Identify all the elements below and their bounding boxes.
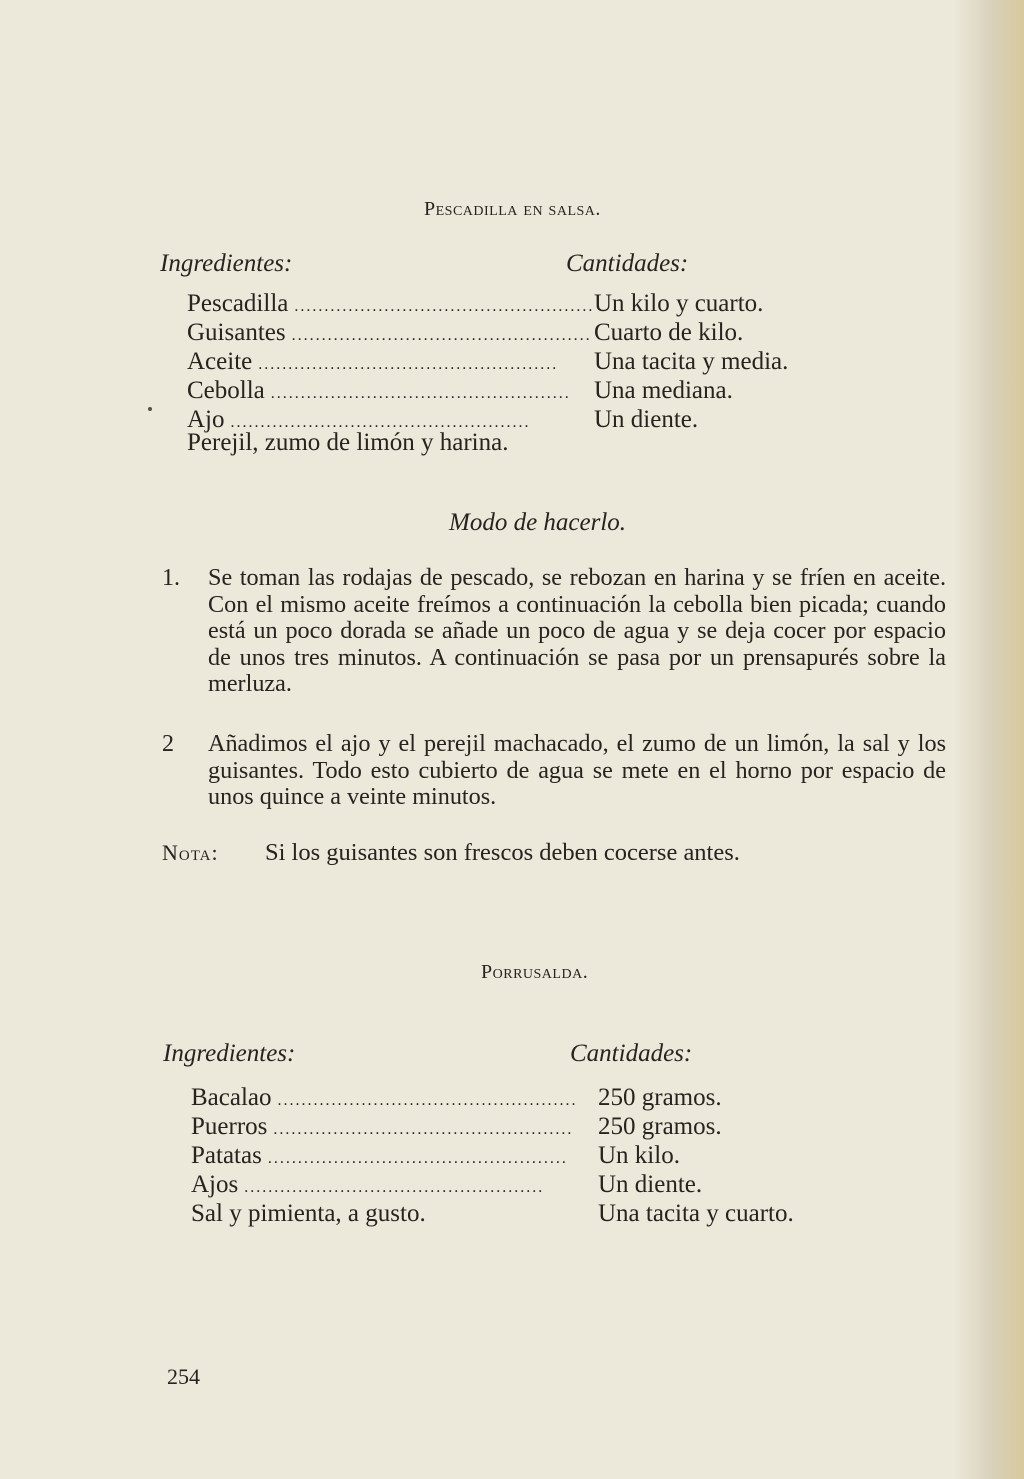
quantity-value: Una mediana. — [594, 377, 733, 404]
ingredient-name: Puerros — [191, 1113, 268, 1140]
ingredient-name: Ajos — [191, 1171, 239, 1198]
ingredient-row — [191, 1199, 536, 1228]
ingredient-row — [187, 318, 592, 347]
step-text: Se toman las rodajas de pescado, se rebozan en harina y se fríen en aceite. Con el mismo aceite freímos a continuación la cebolla bien picada; cuando está un poco dorada se añade un poco de agua y se deja cocer por espacio de unos tres minutos. A continuación se pasa por un prensapurés sobre la merluza. — [208, 564, 946, 698]
leader-dots: .................................................. — [294, 298, 595, 315]
ingredient-row — [191, 1112, 574, 1141]
ingredient-row — [191, 1083, 578, 1112]
ingredient-row — [187, 376, 571, 405]
quantity-value: Un kilo. — [598, 1142, 680, 1169]
quantity-list — [594, 289, 788, 434]
quantity-value: Una tacita y media. — [594, 348, 789, 375]
ingredient-row — [191, 1141, 568, 1170]
quantity-value: Un diente. — [598, 1171, 703, 1198]
quantity-value: 250 gramos. — [598, 1113, 722, 1140]
ingredient-name: Ajo — [187, 406, 225, 433]
leader-dots: .................................................. — [270, 385, 571, 402]
note-text: Si los guisantes son frescos deben cocerse antes. — [265, 839, 740, 866]
ingredient-row — [191, 1170, 545, 1199]
recipe-title: Pescadilla en salsa. — [424, 198, 601, 220]
ingredients-header: Ingredientes: — [163, 1040, 296, 1067]
ingredient-list — [191, 1083, 578, 1228]
note-label: Nota: — [162, 840, 219, 865]
ingredient-row — [187, 347, 559, 376]
method-title: Modo de hacerlo. — [449, 509, 627, 536]
quantity-value: Un kilo y cuarto. — [594, 290, 764, 317]
ingredient-name: Guisantes — [187, 319, 286, 346]
recipe-title: Porrusalda. — [481, 961, 589, 983]
quantity-value: Una tacita y cuarto. — [598, 1200, 794, 1227]
leader-dots: .................................................. — [244, 1179, 545, 1196]
ingredients-header: Ingredientes: — [160, 250, 293, 277]
leader-dots: .................................................. — [273, 1121, 574, 1138]
ingredient-name: Bacalao — [191, 1084, 272, 1111]
page-number: 254 — [167, 1364, 200, 1389]
quantities-header: Cantidades: — [566, 250, 689, 277]
leader-dots: .................................................. — [258, 356, 559, 373]
quantities-header: Cantidades: — [570, 1040, 693, 1067]
ingredient-name: Sal y pimienta, a gusto. — [191, 1200, 426, 1227]
paper-speck — [148, 407, 152, 411]
leader-dots: .................................................. — [230, 414, 531, 431]
quantity-value: Cuarto de kilo. — [594, 319, 744, 346]
step-text: Añadimos el ajo y el perejil machacado, el zumo de un limón, la sal y los guisantes. Todo esto cubierto de agua se mete en el horno por espacio de unos quince a veinte minutos. — [208, 730, 946, 811]
quantity-value: Un diente. — [594, 406, 699, 433]
ingredient-list — [187, 289, 595, 434]
leader-dots: .................................................. — [267, 1150, 568, 1167]
leader-dots: .................................................. — [277, 1092, 578, 1109]
ingredient-name: Pescadilla — [187, 290, 289, 317]
ingredient-row — [187, 289, 595, 318]
quantity-value: 250 gramos. — [598, 1084, 722, 1111]
page-edge-shadow — [954, 0, 1024, 1479]
ingredient-name: Patatas — [191, 1142, 262, 1169]
leader-dots: .................................................. — [291, 327, 592, 344]
extra-ingredients: Perejil, zumo de limón y harina. — [187, 429, 509, 456]
step-number: 2 — [162, 731, 174, 757]
ingredient-name: Aceite — [187, 348, 253, 375]
ingredient-name: Cebolla — [187, 377, 265, 404]
quantity-list — [598, 1083, 794, 1228]
step-number: 1. — [162, 565, 180, 591]
